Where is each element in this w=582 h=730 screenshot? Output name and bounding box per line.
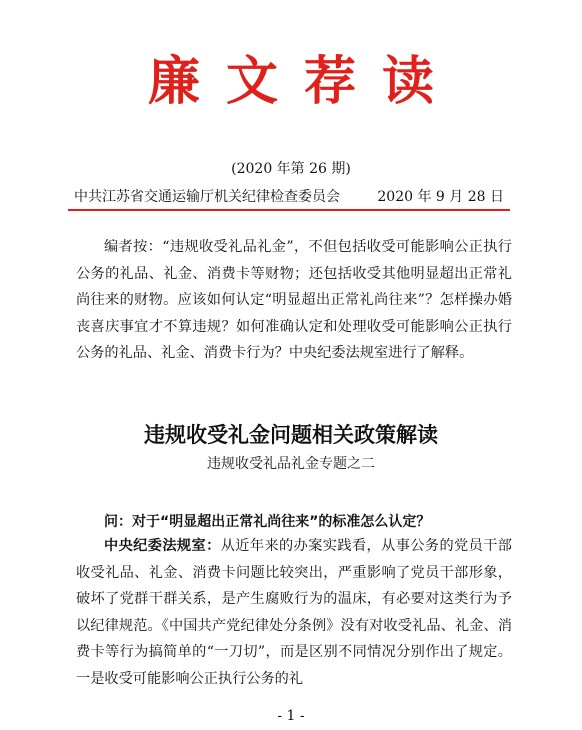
editor-note: 编者按：“违规收受礼品礼金”，不但包括收受可能影响公正执行公务的礼品、礼金、消费卡等财物；还包括收受其他明显超出正常礼尚往来的财物。应该如何认定“明显超出正常礼尚往来”？怎样操办婚丧喜庆事宜才不算违规？如何准确认定和处理收受可能影响公正执行公务的礼品、礼金、消费卡行为？中央纪委法规室进行了解释。 [76,239,512,362]
issue-number: (2020 年第 26 期) [231,161,351,177]
issuer-row [74,186,504,206]
question-text: 问：对于“明显超出正常礼尚往来”的标准怎么认定？ [104,514,431,530]
article-subtitle: 违规收受礼品礼金专题之二 [207,456,375,472]
answer-paragraph [76,533,512,705]
header-divider [68,209,510,211]
answer-speaker: 中央纪委法规室： [104,538,221,554]
issuer-name: 中共江苏省交通运输厅机关纪律检查委员会 [74,189,340,205]
answer-text: 从近年来的办案实践看，从事公务的党员干部收受礼品、礼金、消费卡问题比较突出，严重影响了党员干部形象，破坏了党群干群关系，是产生腐败行为的温床，有必要对这类行为予以纪律规范。《中国共产党纪律处分条例》没有对收受礼品、礼金、消费卡等行为搞简单的“一刀切”，而是区别不同情况分别作出了规定。一是收受可能影响公正执行公务的礼 [76,538,512,687]
article-title: 违规收受礼金问题相关政策解读 [144,422,438,447]
issue-date: 2020 年 9 月 28 日 [377,189,504,205]
page-number: - 1 - [277,708,305,724]
masthead-title: 廉文荐读 [147,51,460,112]
